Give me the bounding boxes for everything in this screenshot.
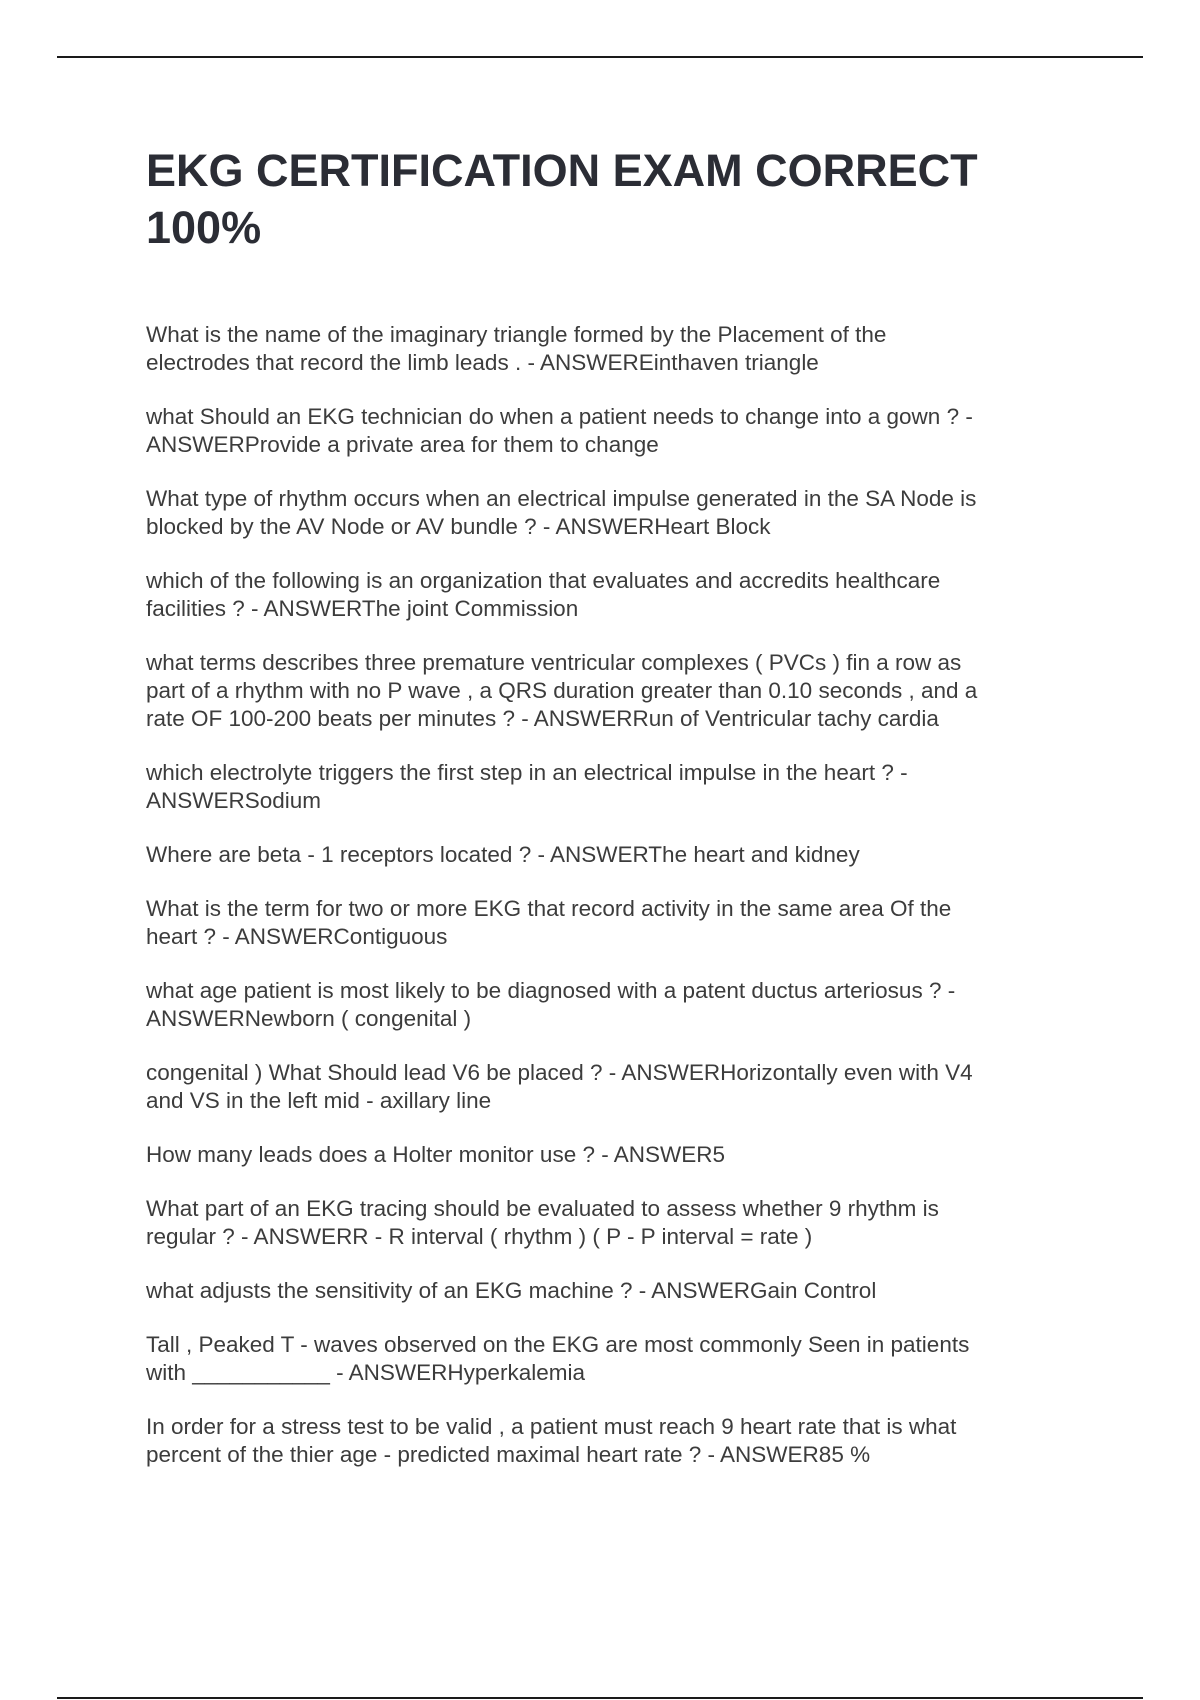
qa-item: What part of an EKG tracing should be evaluated to assess whether 9 rhythm is regular ? - ANSWERR - R interval ( rhythm ) ( P - P interval = rate ) (146, 1196, 939, 1249)
qa-item: What type of rhythm occurs when an electrical impulse generated in the SA Node is blocked by the AV Node or AV bundle ? - ANSWERHeart Block (146, 486, 977, 539)
qa-item: which electrolyte triggers the first step in an electrical impulse in the heart ? - ANSWERSodium (146, 760, 908, 813)
qa-item: How many leads does a Holter monitor use ? - ANSWER5 (146, 1142, 725, 1167)
bottom-divider (57, 1697, 1143, 1699)
qa-item: what terms describes three premature ventricular complexes ( PVCs ) fin a row as part of a rhythm with no P wave , a QRS duration greater than 0.10 seconds , and a rate OF 100-200 beats per minutes ? - ANSWERRun of Ventricular tachy cardia (146, 650, 978, 731)
qa-item: which of the following is an organization that evaluates and accredits healthcare facilities ? - ANSWERThe joint Commission (146, 568, 941, 621)
qa-item: congenital ) What Should lead V6 be placed ? - ANSWERHorizontally even with V4 and VS in the left mid - axillary line (146, 1060, 973, 1113)
qa-item: Where are beta - 1 receptors located ? - ANSWERThe heart and kidney (146, 842, 860, 867)
qa-item: what adjusts the sensitivity of an EKG machine ? - ANSWERGain Control (146, 1278, 877, 1303)
page-title: EKG CERTIFICATION EXAM CORRECT 100% (146, 145, 978, 253)
qa-item: what Should an EKG technician do when a patient needs to change into a gown ? - ANSWERProvide a private area for them to change (146, 404, 973, 457)
qa-item: what age patient is most likely to be diagnosed with a patent ductus arteriosus ? - ANSWERNewborn ( congenital ) (146, 978, 956, 1031)
qa-item: Tall , Peaked T - waves observed on the EKG are most commonly Seen in patients with ___________ - ANSWERHyperkalemia (146, 1332, 970, 1385)
document-body (146, 142, 1066, 1495)
qa-item: What is the name of the imaginary triangle formed by the Placement of the electrodes that record the limb leads . - ANSWEREinthaven triangle (146, 322, 887, 375)
qa-item: What is the term for two or more EKG that record activity in the same area Of the heart ? - ANSWERContiguous (146, 896, 952, 949)
top-divider (57, 56, 1143, 58)
qa-item: In order for a stress test to be valid , a patient must reach 9 heart rate that is what percent of the thier age - predicted maximal heart rate ? - ANSWER85 % (146, 1414, 957, 1467)
